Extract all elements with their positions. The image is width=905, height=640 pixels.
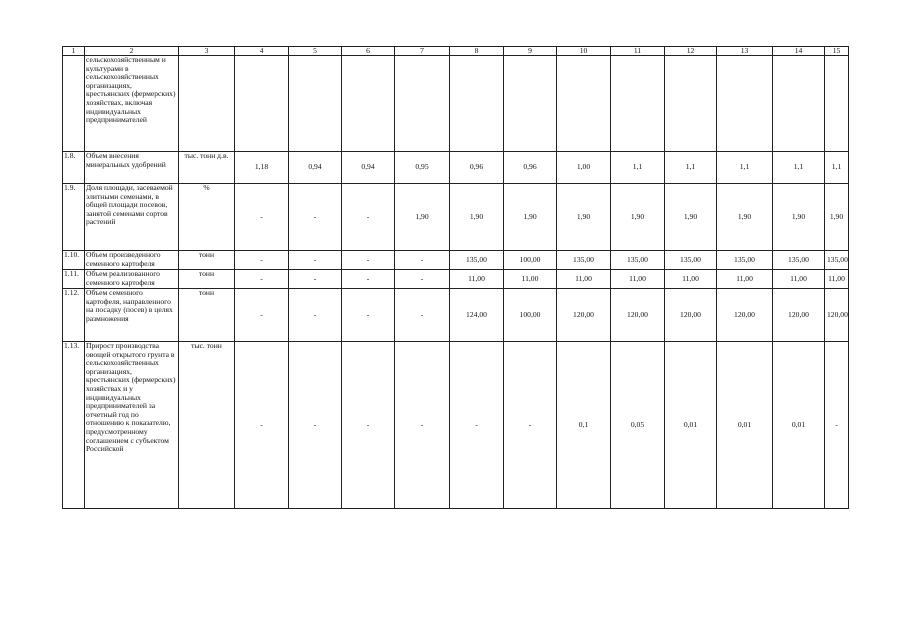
value-cell <box>504 56 557 152</box>
column-number-14: 14 <box>773 47 825 56</box>
value-cell: 120,00 <box>825 289 849 342</box>
unit-of-measure <box>179 56 235 152</box>
indicator-table <box>62 46 849 509</box>
row-number: 1.11. <box>63 270 85 289</box>
column-number-8: 8 <box>450 47 504 56</box>
value-cell: 120,00 <box>557 289 611 342</box>
value-cell: 11,00 <box>611 270 665 289</box>
value-cell: - <box>450 342 504 509</box>
value-cell: - <box>504 342 557 509</box>
value-cell: 1,1 <box>611 152 665 184</box>
value-cell: - <box>395 342 450 509</box>
value-cell: - <box>235 342 289 509</box>
value-cell <box>450 56 504 152</box>
value-cell: 0,94 <box>289 152 342 184</box>
value-cell: - <box>825 342 849 509</box>
unit-of-measure: тыс. тонн д.в. <box>179 152 235 184</box>
indicator-name: Доля площади, засеваемой элитными семенами, в общей площади посевов, занятой семенами сортов растений <box>85 184 179 251</box>
value-cell: 1,90 <box>557 184 611 251</box>
column-number-9: 9 <box>504 47 557 56</box>
column-number-10: 10 <box>557 47 611 56</box>
value-cell: 11,00 <box>773 270 825 289</box>
value-cell: - <box>289 251 342 270</box>
table-row <box>63 56 849 152</box>
value-cell: 135,00 <box>665 251 717 270</box>
column-number-3: 3 <box>179 47 235 56</box>
value-cell: 1,90 <box>825 184 849 251</box>
value-cell: 0,94 <box>342 152 395 184</box>
value-cell: 11,00 <box>825 270 849 289</box>
value-cell: 120,00 <box>717 289 773 342</box>
value-cell: - <box>342 342 395 509</box>
indicator-name: Объем произведенного семенного картофеля <box>85 251 179 270</box>
value-cell: - <box>342 270 395 289</box>
row-number: 1.9. <box>63 184 85 251</box>
value-cell: 135,00 <box>717 251 773 270</box>
row-number: 1.10. <box>63 251 85 270</box>
value-cell: 135,00 <box>611 251 665 270</box>
value-cell: 1,1 <box>825 152 849 184</box>
unit-of-measure: тонн <box>179 251 235 270</box>
value-cell: 1,90 <box>773 184 825 251</box>
value-cell: 1,1 <box>717 152 773 184</box>
column-number-row <box>63 47 849 56</box>
value-cell: 0,1 <box>557 342 611 509</box>
table-row <box>63 289 849 342</box>
value-cell: - <box>235 184 289 251</box>
value-cell: 0,95 <box>395 152 450 184</box>
value-cell: 1,18 <box>235 152 289 184</box>
value-cell <box>289 56 342 152</box>
value-cell: 1,1 <box>665 152 717 184</box>
column-number-11: 11 <box>611 47 665 56</box>
value-cell: - <box>289 184 342 251</box>
table-row <box>63 251 849 270</box>
indicator-name: сельскохозяйственным и культурами в сельскохозяйственных организациях, крестьянских (фермерских) хозяйствах, включая индивидуальных предпринимателей <box>85 56 179 152</box>
value-cell: 11,00 <box>504 270 557 289</box>
value-cell: - <box>289 342 342 509</box>
value-cell: - <box>395 270 450 289</box>
value-cell: - <box>235 251 289 270</box>
value-cell: - <box>289 289 342 342</box>
indicator-name: Объем реализованного семенного картофеля <box>85 270 179 289</box>
value-cell: 1,90 <box>665 184 717 251</box>
value-cell: 0,01 <box>717 342 773 509</box>
value-cell: - <box>342 289 395 342</box>
value-cell: 0,96 <box>504 152 557 184</box>
unit-of-measure: тонн <box>179 289 235 342</box>
table-row <box>63 184 849 251</box>
row-number <box>63 56 85 152</box>
value-cell: 1,90 <box>504 184 557 251</box>
indicator-name: Прирост производства овощей открытого грунта в сельскохозяйственных организациях, крестьянских (фермерских) хозяйствах и у индивидуальных предпринимателей за отчетный год по отношению к показателю, предусмотренному соглашением с субъектом Российской <box>85 342 179 509</box>
value-cell <box>665 56 717 152</box>
value-cell: 11,00 <box>665 270 717 289</box>
unit-of-measure: % <box>179 184 235 251</box>
value-cell <box>557 56 611 152</box>
indicator-name: Объем семенного картофеля, направленного на посадку (посев) в целях размножения <box>85 289 179 342</box>
column-number-2: 2 <box>85 47 179 56</box>
row-number: 1.8. <box>63 152 85 184</box>
value-cell: 1,90 <box>450 184 504 251</box>
value-cell: 11,00 <box>717 270 773 289</box>
value-cell <box>235 56 289 152</box>
column-number-5: 5 <box>289 47 342 56</box>
value-cell: 135,00 <box>773 251 825 270</box>
unit-of-measure: тонн <box>179 270 235 289</box>
value-cell: 11,00 <box>557 270 611 289</box>
value-cell <box>825 56 849 152</box>
value-cell: 0,01 <box>665 342 717 509</box>
value-cell: 135,00 <box>557 251 611 270</box>
table-body <box>63 47 849 509</box>
value-cell: 100,00 <box>504 251 557 270</box>
column-number-4: 4 <box>235 47 289 56</box>
value-cell: 11,00 <box>450 270 504 289</box>
value-cell: 120,00 <box>665 289 717 342</box>
value-cell <box>611 56 665 152</box>
table-row <box>63 270 849 289</box>
value-cell: 124,00 <box>450 289 504 342</box>
value-cell: 0,01 <box>773 342 825 509</box>
value-cell: - <box>289 270 342 289</box>
value-cell: 120,00 <box>611 289 665 342</box>
column-number-15: 15 <box>825 47 849 56</box>
value-cell: 0,96 <box>450 152 504 184</box>
value-cell <box>395 56 450 152</box>
value-cell: 0,05 <box>611 342 665 509</box>
value-cell: 1,90 <box>717 184 773 251</box>
value-cell: 135,00 <box>825 251 849 270</box>
value-cell: 1,90 <box>395 184 450 251</box>
column-number-1: 1 <box>63 47 85 56</box>
value-cell: - <box>235 270 289 289</box>
unit-of-measure: тыс. тонн <box>179 342 235 509</box>
value-cell: 1,90 <box>611 184 665 251</box>
column-number-6: 6 <box>342 47 395 56</box>
value-cell: 120,00 <box>773 289 825 342</box>
indicator-name: Объем внесения минеральных удобрений <box>85 152 179 184</box>
value-cell: 135,00 <box>450 251 504 270</box>
row-number: 1.12. <box>63 289 85 342</box>
value-cell: - <box>235 289 289 342</box>
column-number-12: 12 <box>665 47 717 56</box>
column-number-13: 13 <box>717 47 773 56</box>
value-cell: 1,00 <box>557 152 611 184</box>
table-row <box>63 342 849 509</box>
table-row <box>63 152 849 184</box>
value-cell <box>773 56 825 152</box>
value-cell: - <box>342 184 395 251</box>
value-cell <box>717 56 773 152</box>
value-cell: 100,00 <box>504 289 557 342</box>
value-cell: - <box>395 251 450 270</box>
value-cell: - <box>395 289 450 342</box>
value-cell: - <box>342 251 395 270</box>
column-number-7: 7 <box>395 47 450 56</box>
value-cell: 1,1 <box>773 152 825 184</box>
row-number: 1.13. <box>63 342 85 509</box>
value-cell <box>342 56 395 152</box>
